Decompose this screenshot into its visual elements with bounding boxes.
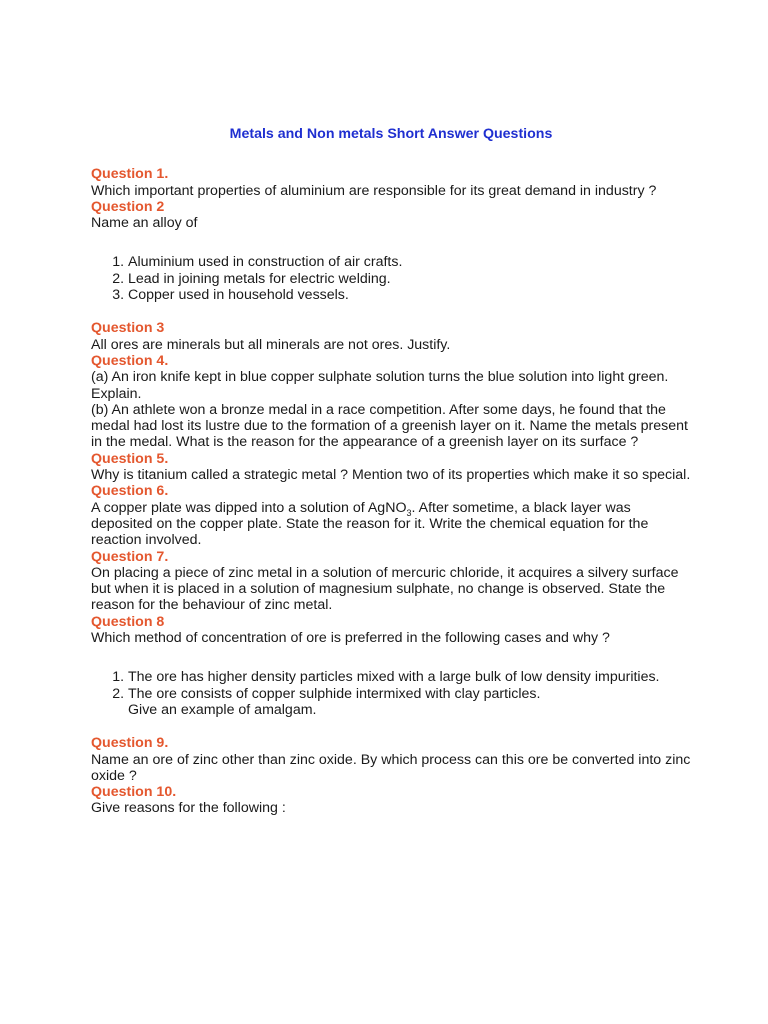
question-text: Name an alloy of	[91, 215, 198, 232]
question-4	[91, 353, 691, 451]
question-text: Which method of concentration of ore is preferred in the following cases and why ?	[91, 630, 610, 647]
question-heading: Question 9.	[91, 735, 169, 752]
list-item: 3. Copper used in household vessels.	[128, 287, 691, 303]
question-10	[91, 784, 691, 817]
question-heading: Question 6.	[91, 483, 169, 500]
question-5	[91, 451, 691, 484]
question-8	[91, 614, 691, 735]
alloy-list	[91, 254, 691, 303]
question-heading: Question 10.	[91, 784, 177, 801]
question-3	[91, 320, 691, 353]
question-text: Give reasons for the following :	[91, 800, 286, 817]
question-heading: Question 7.	[91, 548, 169, 565]
question-text-a: (a) An iron knife kept in blue copper sulphate solution turns the blue solution into light green. Explain.	[91, 369, 669, 402]
spacer	[91, 718, 691, 735]
question-heading: Question 2	[91, 198, 165, 215]
list-item: 2. Lead in joining metals for electric welding.	[128, 271, 691, 287]
subscript: 3	[406, 507, 412, 518]
question-heading: Question 3	[91, 320, 165, 337]
question-6	[91, 483, 691, 548]
document-page	[91, 126, 691, 817]
question-text: All ores are minerals but all minerals are not ores. Justify.	[91, 336, 451, 353]
question-text: Why is titanium called a strategic metal ? Mention two of its properties which make it so special.	[91, 467, 691, 484]
page-title: Metals and Non metals Short Answer Questions	[229, 126, 553, 142]
question-7	[91, 549, 691, 614]
question-9	[91, 735, 691, 784]
list-item	[128, 686, 691, 719]
question-text: On placing a piece of zinc metal in a solution of mercuric chloride, it acquires a silvery surface but when it is placed in a solution of magnesium sulphate, no change is observed. State the reason for the behaviour of zinc metal.	[91, 564, 679, 614]
list-item: 1. The ore has higher density particles mixed with a large bulk of low density impurities.	[128, 669, 691, 685]
list-item: 1. Aluminium used in construction of air crafts.	[128, 254, 691, 270]
question-text-b: (b) An athlete won a bronze medal in a race competition. After some days, he found that the medal had lost its lustre due to the formation of a greenish layer on it. Name the metals present in the medal. What is the reason for the appearance of a greenish layer on its surface ?	[91, 401, 688, 451]
question-text-part: . After sometime, a black layer was deposited on the copper plate. State the reason for it. Write the chemical equation for the reaction involved.	[91, 499, 649, 549]
ore-cases-list	[91, 669, 691, 718]
list-item-extra: Give an example of amalgam.	[128, 701, 317, 718]
question-heading: Question 4.	[91, 352, 169, 369]
question-1	[91, 166, 691, 199]
question-text: Name an ore of zinc other than zinc oxide. By which process can this ore be converted into zinc oxide ?	[91, 751, 691, 784]
question-2	[91, 199, 691, 320]
question-text-part: A copper plate was dipped into a solution of AgNO	[91, 499, 407, 516]
question-text: Which important properties of aluminium are responsible for its great demand in industry ?	[91, 182, 657, 199]
question-heading: Question 1.	[91, 166, 169, 183]
question-heading: Question 5.	[91, 450, 169, 467]
spacer	[91, 303, 691, 320]
question-heading: Question 8	[91, 613, 165, 630]
list-item-text: The ore consists of copper sulphide intermixed with clay particles.	[128, 685, 541, 702]
question-text	[91, 500, 691, 549]
